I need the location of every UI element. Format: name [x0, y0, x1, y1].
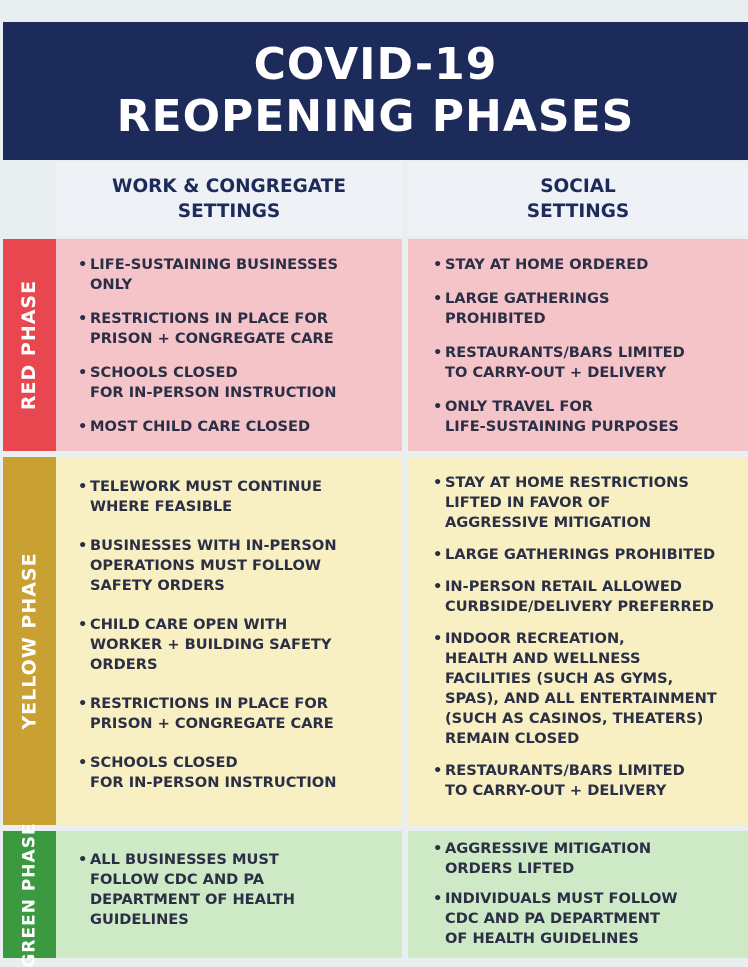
red-work-list — [78, 255, 394, 437]
list-item: • STAY AT HOME RESTRICTIONS LIFTED IN FAVOR OF AGGRESSIVE MITIGATION — [433, 473, 744, 533]
list-item: • MOST CHILD CARE CLOSED — [78, 417, 394, 437]
yellow-phase-tab — [3, 457, 56, 825]
list-item: • RESTAURANTS/BARS LIMITED TO CARRY-OUT + DELIVERY — [433, 761, 744, 801]
column-header-social-line-1: SOCIAL — [540, 176, 616, 197]
green-work-cell — [56, 831, 402, 958]
red-phase-tab — [3, 239, 56, 451]
column-header-social — [408, 162, 748, 236]
green-work-list — [78, 850, 394, 930]
list-item: • BUSINESSES WITH IN-PERSON OPERATIONS MUST FOLLOW SAFETY ORDERS — [78, 536, 394, 596]
green-phase-label: GREEN PHASE — [19, 821, 40, 967]
list-item: • CHILD CARE OPEN WITH WORKER + BUILDING SAFETY ORDERS — [78, 615, 394, 675]
column-header-work-line-2: SETTINGS — [177, 201, 281, 222]
red-social-cell — [408, 239, 748, 451]
title-line-1: COVID-19 — [253, 39, 498, 90]
list-item: • RESTAURANTS/BARS LIMITED TO CARRY-OUT + DELIVERY — [433, 343, 742, 383]
list-item: • TELEWORK MUST CONTINUE WHERE FEASIBLE — [78, 477, 394, 517]
list-item: • IN-PERSON RETAIL ALLOWED CURBSIDE/DELIVERY PREFERRED — [433, 577, 744, 617]
yellow-work-list — [78, 477, 394, 793]
list-item: • INDOOR RECREATION, HEALTH AND WELLNESS FACILITIES (SUCH AS GYMS, SPAS), AND ALL ENTERTAINMENT (SUCH AS CASINOS, THEATERS) REMAIN CLOSED — [433, 629, 744, 749]
list-item: • ONLY TRAVEL FOR LIFE-SUSTAINING PURPOSES — [433, 397, 742, 437]
list-item: • INDIVIDUALS MUST FOLLOW CDC AND PA DEPARTMENT OF HEALTH GUIDELINES — [433, 889, 742, 949]
list-item: • AGGRESSIVE MITIGATION ORDERS LIFTED — [433, 839, 742, 879]
list-item: • STAY AT HOME ORDERED — [433, 255, 742, 275]
yellow-work-cell — [56, 457, 402, 825]
list-item: • SCHOOLS CLOSED FOR IN-PERSON INSTRUCTION — [78, 363, 394, 403]
list-item: • SCHOOLS CLOSED FOR IN-PERSON INSTRUCTION — [78, 753, 394, 793]
green-phase-tab — [3, 821, 56, 967]
column-header-social-line-2: SETTINGS — [526, 201, 630, 222]
red-phase-label: RED PHASE — [18, 279, 41, 411]
poster-header — [3, 22, 748, 160]
list-item: • LARGE GATHERINGS PROHIBITED — [433, 289, 742, 329]
list-item: • ALL BUSINESSES MUST FOLLOW CDC AND PA DEPARTMENT OF HEALTH GUIDELINES — [78, 850, 394, 930]
green-social-list — [433, 839, 742, 949]
column-header-work — [56, 162, 402, 236]
list-item: • RESTRICTIONS IN PLACE FOR PRISON + CONGREGATE CARE — [78, 309, 394, 349]
column-header-work-line-1: WORK & CONGREGATE — [112, 176, 346, 197]
red-social-list — [433, 255, 742, 437]
red-work-cell — [56, 239, 402, 451]
yellow-social-cell — [408, 457, 748, 825]
title-line-2: REOPENING PHASES — [116, 91, 635, 142]
list-item: • RESTRICTIONS IN PLACE FOR PRISON + CONGREGATE CARE — [78, 694, 394, 734]
green-social-cell — [408, 831, 748, 958]
yellow-social-list — [433, 473, 744, 801]
list-item: • LIFE-SUSTAINING BUSINESSES ONLY — [78, 255, 394, 295]
list-item: • LARGE GATHERINGS PROHIBITED — [433, 545, 744, 565]
yellow-phase-label: YELLOW PHASE — [18, 552, 41, 730]
